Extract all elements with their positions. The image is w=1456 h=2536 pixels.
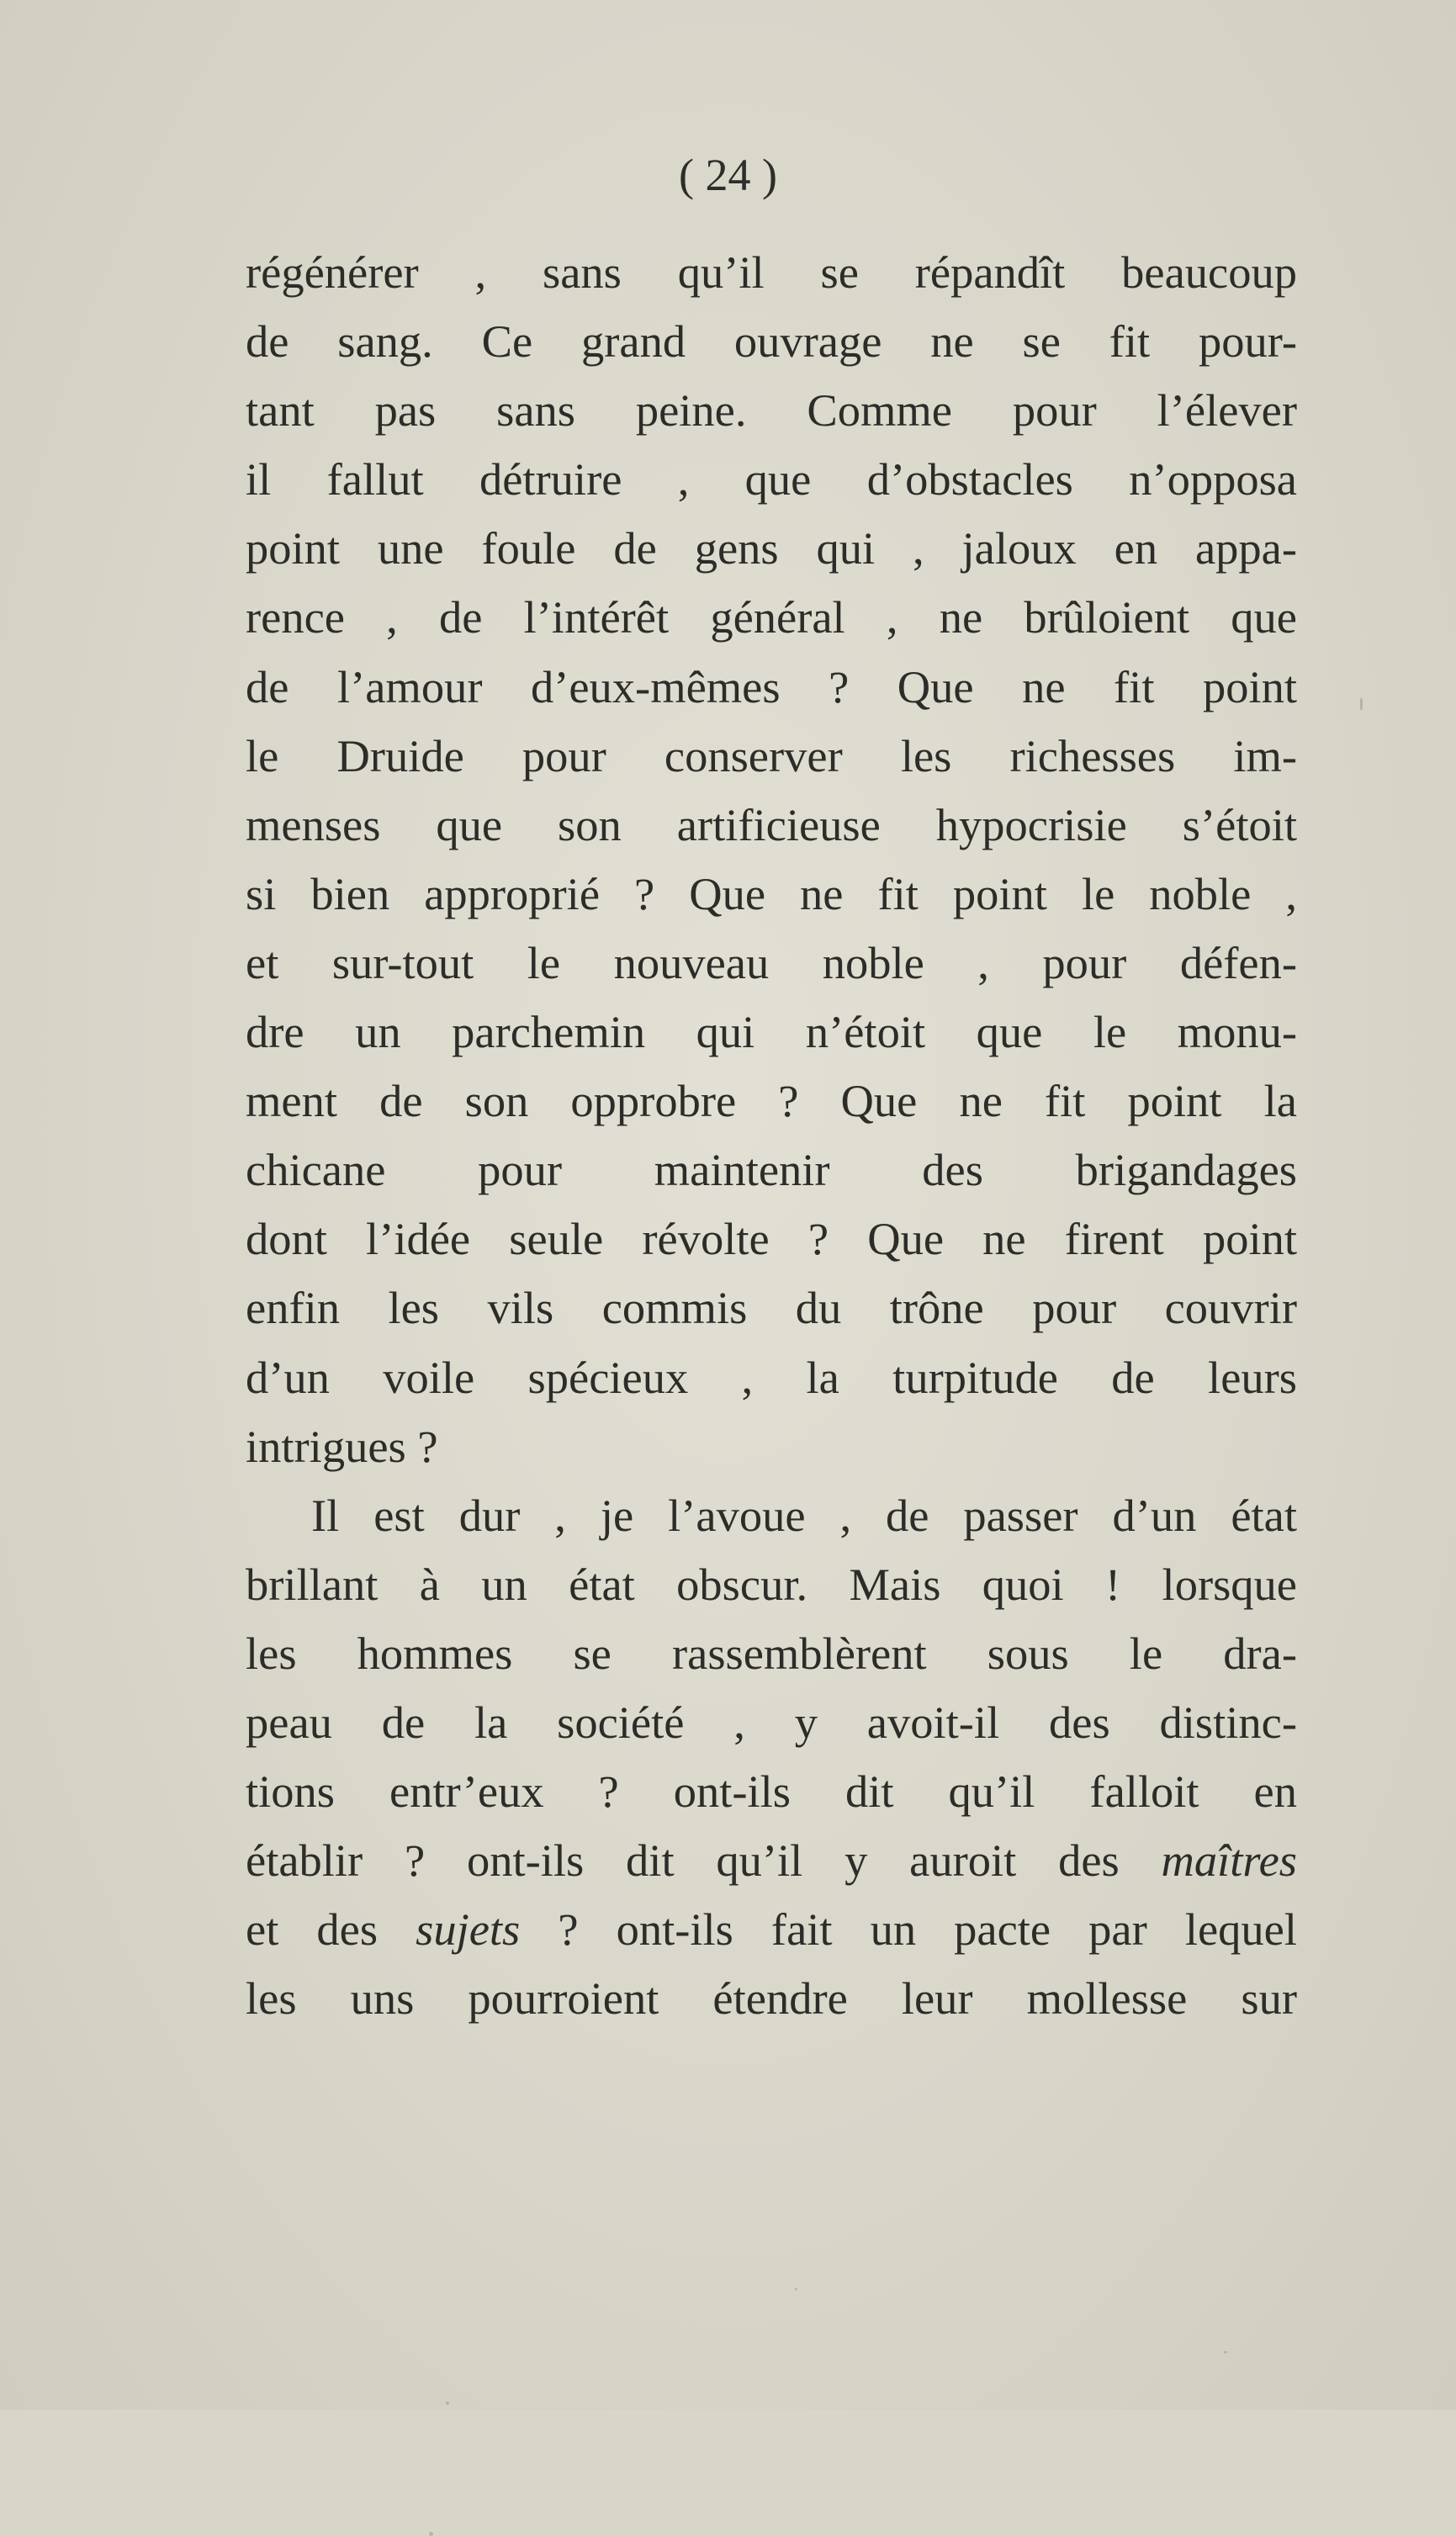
text-line: tions entr’eux ? ont-ils dit qu’il falloit en [246,1766,1297,1818]
page-number: ( 24 ) [679,150,777,200]
text-line: peau de la société , y avoit-il des distinc- [246,1696,1297,1748]
text-line [246,1895,1297,1964]
text-line: menses que son artificieuse hypocrisie s’étoit [246,798,1297,850]
paper-speck [429,2532,433,2536]
text-line: brillant à un état obscur. Mais quoi ! lorsque [246,1558,1297,1610]
text-line: dre un parchemin qui n’étoit que le monu- [246,1006,1297,1058]
text-line: si bien approprié ? Que ne fit point le noble , [246,867,1297,919]
text-line: dont l’idée seule révolte ? Que ne firent point [246,1213,1297,1265]
text-line: point une foule de gens qui , jaloux en appa- [246,522,1297,574]
text-line [246,1826,1297,1895]
text-line: il fallut détruire , que d’obstacles n’opposa [246,453,1297,506]
paper-speck [1224,2351,1227,2353]
text-line: rence , de l’intérêt général , ne brûloient que [246,591,1297,643]
text-line: de l’amour d’eux-mêmes ? Que ne fit point [246,660,1297,712]
text-line: et sur-tout le nouveau noble , pour défen- [246,936,1297,988]
paper-speck [795,2288,797,2290]
text-span: ? ont-ils fait un pacte par lequel [520,1903,1297,1956]
text-line: régénérer , sans qu’il se répandît beaucoup [246,246,1297,298]
italic-word: maîtres [1161,1834,1297,1887]
text-line: ment de son opprobre ? Que ne fit point la [246,1075,1297,1127]
body-text [246,238,1297,2033]
text-span: et des [246,1903,416,1956]
paper-speck [1360,698,1363,710]
text-span: établir ? ont-ils dit qu’il y auroit des [246,1834,1162,1887]
text-line: les uns pourroient étendre leur mollesse sur [246,1972,1297,2025]
text-line: les hommes se rassemblèrent sous le dra- [246,1627,1297,1679]
text-line: intrigues ? [246,1420,438,1472]
text-line: enfin les vils commis du trône pour couvrir [246,1282,1297,1334]
italic-word: sujets [416,1903,521,1956]
text-line: le Druide pour conserver les richesses im- [246,729,1297,781]
text-line: de sang. Ce grand ouvrage ne se fit pour- [246,315,1297,368]
text-line: tant pas sans peine. Comme pour l’élever [246,384,1297,437]
paper-speck [446,2401,449,2405]
text-line: Il est dur , je l’avoue , de passer d’un état [311,1489,1297,1541]
text-line: chicane pour maintenir des brigandages [246,1144,1297,1196]
text-line: d’un voile spécieux , la turpitude de leurs [246,1351,1297,1403]
